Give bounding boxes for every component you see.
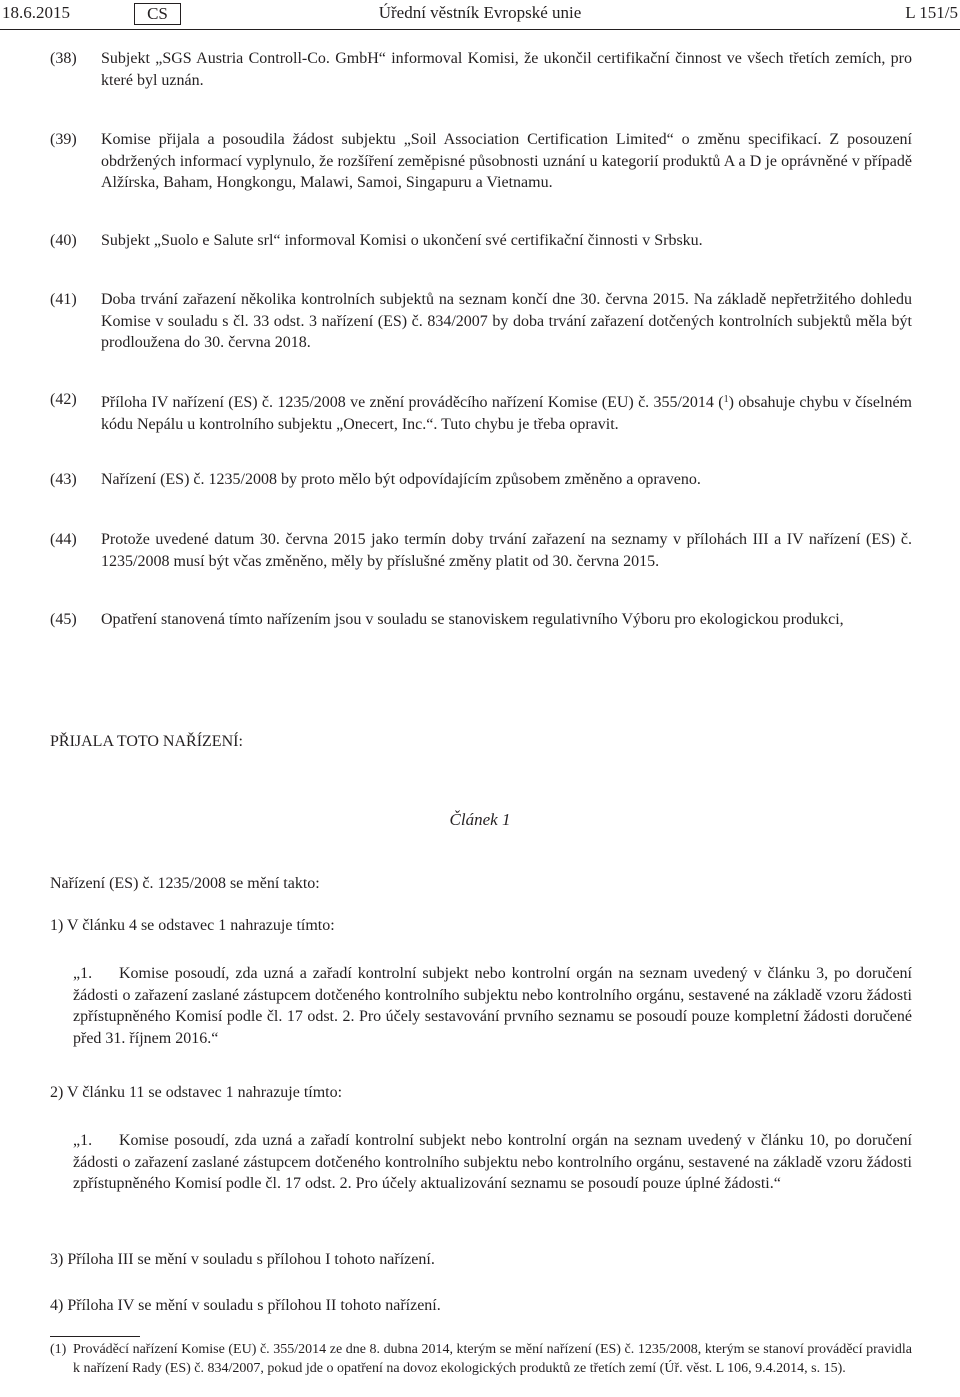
recital-number: (42) xyxy=(50,391,77,408)
recital-text: Subjekt „SGS Austria Controll-Co. GmbH“ informoval Komisi, že ukončil certifikační činnost ve všech třetích zemích, pro které byl uznán. xyxy=(101,50,912,89)
footnote-reference[interactable]: 1 xyxy=(723,394,729,405)
quote-text: Komise posoudí, zda uzná a zařadí kontrolní subjekt nebo kontrolní orgán na seznam uvedený v článku 10, po doručení žádosti o zařazení zaslané zástupcem dotčeného kontrolního subjektu nebo kontrolního orgánu, sestavené na základě vzoru žádosti zpřístupněného Komisí podle čl. 17 odst. 2. Pro účely aktualizování seznamu se posoudí pouze úplné žádosti.“ xyxy=(73,1132,912,1192)
recital-number: (39) xyxy=(50,131,77,148)
recital-number: (41) xyxy=(50,291,77,308)
recital-40 xyxy=(50,230,912,252)
page-number: L 151/5 xyxy=(905,3,958,22)
recital-45 xyxy=(50,609,912,631)
recital-text-part: ) obsahuje chybu v číselném kódu Nepálu u kontrolního subjektu „Onecert, Inc.“. Tuto chybu je třeba opravit. xyxy=(101,394,912,433)
recital-39 xyxy=(50,129,912,194)
publication-date: 18.6.2015 xyxy=(2,3,70,22)
recital-number: (43) xyxy=(50,471,77,488)
recital-text: Komise přijala a posoudila žádost subjektu „Soil Association Certification Limited“ o změnu specifikací. Z posouzení obdržených informací vyplynulo, že rozšíření zeměpisné působnosti uznání u kategorií produktů A a D je oprávněné v případě Alžírska, Baham, Hongkongu, Malawi, Samoi, Singapuru a Vietnamu. xyxy=(101,131,912,191)
recital-38 xyxy=(50,48,912,91)
footnote-rule xyxy=(50,1336,140,1337)
header-rule xyxy=(0,29,960,30)
recital-41 xyxy=(50,289,912,354)
amendment-point-3: 3) Příloha III se mění v souladu s přílohou I tohoto nařízení. xyxy=(50,1251,435,1268)
journal-title: Úřední věstník Evropské unie xyxy=(378,3,582,22)
recital-text: Protože uvedené datum 30. června 2015 jako termín doby trvání zařazení na seznamy v přílohách III a IV nařízení (ES) č. 1235/2008 musí být včas změněno, měly by příslušné změny platit od 30. června 2015. xyxy=(101,531,912,570)
adoption-statement: PŘIJALA TOTO NAŘÍZENÍ: xyxy=(50,733,243,750)
recital-number: (45) xyxy=(50,611,77,628)
recital-text-part: Příloha IV nařízení (ES) č. 1235/2008 ve znění prováděcího nařízení Komise (EU) č. 355/2014 ( xyxy=(101,394,724,411)
recital-number: (40) xyxy=(50,232,77,249)
amendment-point-2: 2) V článku 11 se odstavec 1 nahrazuje tímto: xyxy=(50,1084,343,1101)
language-badge: CS xyxy=(134,3,181,25)
footnote-text: Prováděcí nařízení Komise (EU) č. 355/2014 ze dne 8. dubna 2014, kterým se mění nařízení (ES) č. 1235/2008, kterým se stanoví prováděcí pravidla k nařízení Rady (ES) č. 834/2007, pokud jde o opatření na dovoz ekologických produktů ze třetích zemí (Úř. věst. L 106, 9.4.2014, s. 15). xyxy=(73,1342,912,1376)
quote-text: Komise posoudí, zda uzná a zařadí kontrolní subjekt nebo kontrolní orgán na seznam uvedený v článku 3, po doručení žádosti o zařazení zaslané zástupcem dotčeného kontrolního subjektu nebo kontrolního orgánu, sestavené na základě vzoru žádosti zpřístupněného Komisí podle čl. 17 odst. 2. Pro účely sestavování prvního seznamu se posoudí pouze kompletní žádosti doručené před 31. říjnem 2016.“ xyxy=(73,965,912,1047)
recital-text: Nařízení (ES) č. 1235/2008 by proto mělo být odpovídajícím způsobem změněno a opraveno. xyxy=(101,471,701,488)
recital-number: (44) xyxy=(50,531,77,548)
recital-number: (38) xyxy=(50,50,77,67)
recital-text: Doba trvání zařazení několika kontrolních subjektů na seznam končí dne 30. června 2015. Na základě nepřetržitého dohledu Komise v souladu s čl. 33 odst. 3 nařízení (ES) č. 834/2007 by doba trvání zařazení dotčených kontrolních subjektů měla být prodloužena do 30. června 2018. xyxy=(101,291,912,351)
recital-42 xyxy=(50,389,912,435)
article-heading: Článek 1 xyxy=(449,810,511,829)
recital-text: Subjekt „Suolo e Salute srl“ informoval Komisi o ukončení své certifikační činnosti v Srbsku. xyxy=(101,232,703,249)
quote-number: „1. xyxy=(73,965,93,982)
footnote-number: (1) xyxy=(50,1342,67,1357)
article-intro: Nařízení (ES) č. 1235/2008 se mění takto: xyxy=(50,875,320,892)
amendment-quote-1 xyxy=(73,963,912,1049)
amendment-point-1: 1) V článku 4 se odstavec 1 nahrazuje tímto: xyxy=(50,917,335,934)
recital-text xyxy=(101,389,912,435)
page-header xyxy=(0,0,960,32)
quote-number: „1. xyxy=(73,1132,93,1149)
recital-44 xyxy=(50,529,912,572)
recital-43 xyxy=(50,469,912,491)
amendment-quote-2 xyxy=(73,1130,912,1195)
recital-text: Opatření stanovená tímto nařízením jsou v souladu se stanoviskem regulativního Výboru pro ekologickou produkci, xyxy=(101,611,844,628)
footnote xyxy=(50,1340,912,1378)
amendment-point-4: 4) Příloha IV se mění v souladu s přílohou II tohoto nařízení. xyxy=(50,1297,441,1314)
